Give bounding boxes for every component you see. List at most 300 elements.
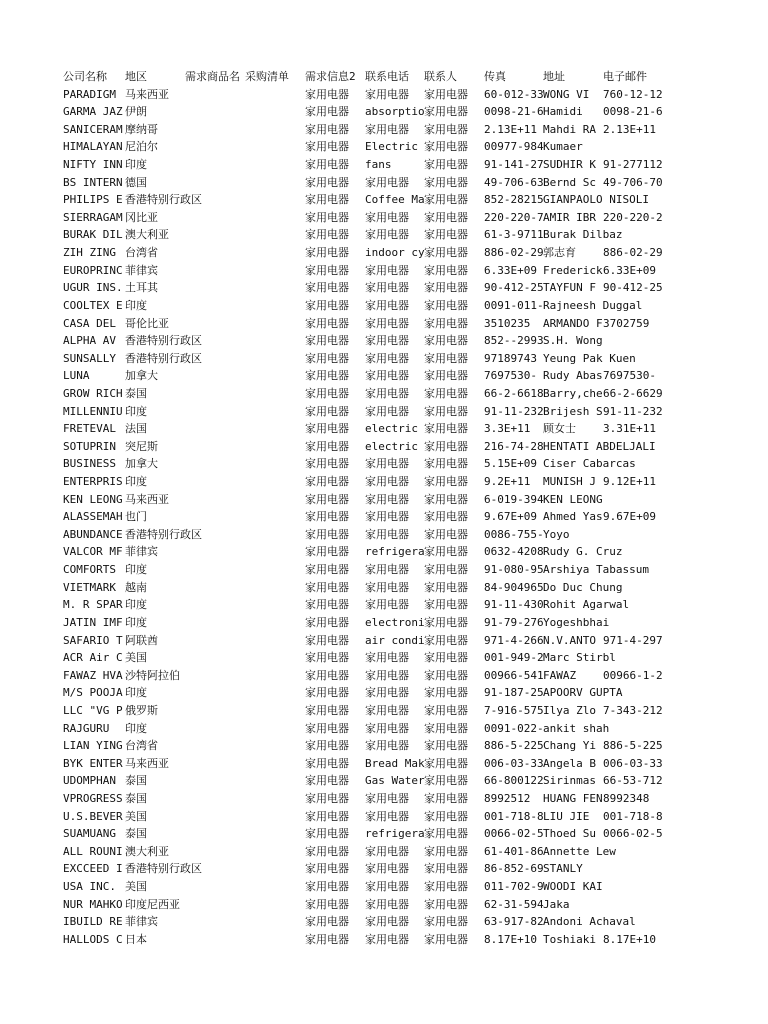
cell-address[interactable]: Arshiya Tabassum (543, 563, 649, 577)
cell-address[interactable]: Chang Yi (543, 739, 596, 753)
cell-address[interactable]: MUNISH J (543, 475, 596, 489)
cell-phone[interactable]: 家用电器 (365, 915, 409, 929)
cell-company[interactable]: HIMALAYAN (63, 140, 123, 154)
cell-company[interactable]: FRETEVAL (63, 422, 116, 436)
cell-company[interactable]: SIERRAGAM (63, 210, 123, 224)
cell-region[interactable]: 印度 (125, 298, 147, 312)
cell-fax[interactable]: 006-03-33 (484, 756, 544, 770)
cell-phone[interactable]: 家用电器 (365, 563, 409, 577)
cell-company[interactable]: SAFARIO T (63, 633, 123, 647)
cell-email[interactable]: 220-220-2 (603, 210, 663, 224)
cell-address[interactable]: GIANPAOLO NISOLI (543, 193, 649, 207)
cell-address[interactable]: Barry,che (543, 386, 603, 400)
cell-region[interactable]: 美国 (125, 651, 147, 665)
cell-fax[interactable]: 91-11-430 (484, 598, 544, 612)
header-email[interactable]: 电子邮件 (603, 70, 647, 83)
cell-demand-info[interactable]: 家用电器 (305, 263, 349, 277)
cell-company[interactable]: UDOMPHAN (63, 774, 116, 788)
cell-fax[interactable]: 0632-4208 (484, 545, 544, 559)
cell-company[interactable]: SOTUPRIN (63, 439, 116, 453)
cell-company[interactable]: NIFTY INN (63, 158, 123, 172)
cell-fax[interactable]: 66-2-6618 (484, 386, 544, 400)
cell-address[interactable]: Kumaer (543, 140, 583, 154)
cell-region[interactable]: 俄罗斯 (125, 703, 158, 717)
cell-demand-info[interactable]: 家用电器 (305, 246, 349, 260)
cell-company[interactable]: PARADIGM (63, 87, 116, 101)
cell-demand-info[interactable]: 家用电器 (305, 228, 349, 242)
cell-phone[interactable]: absorptio (365, 105, 425, 119)
cell-email[interactable]: 971-4-297 (603, 633, 663, 647)
cell-address[interactable]: HENTATI ABDELJALI (543, 439, 656, 453)
cell-demand-info[interactable]: 家用电器 (305, 844, 349, 858)
cell-email[interactable]: 0066-02-5 (603, 827, 663, 841)
cell-demand-info[interactable]: 家用电器 (305, 140, 349, 154)
cell-demand-info[interactable]: 家用电器 (305, 334, 349, 348)
cell-fax[interactable]: 216-74-28 (484, 439, 544, 453)
cell-phone[interactable]: air condi (365, 633, 425, 647)
cell-company[interactable]: HALLODS C (63, 932, 123, 946)
cell-fax[interactable]: 0091-022- (484, 721, 544, 735)
cell-phone[interactable]: 家用电器 (365, 703, 409, 717)
cell-address[interactable]: Yoyo (543, 527, 570, 541)
cell-demand-info[interactable]: 家用电器 (305, 87, 349, 101)
cell-region[interactable]: 菲律宾 (125, 545, 158, 559)
cell-fax[interactable]: 852--2993 (484, 334, 544, 348)
cell-phone[interactable]: 家用电器 (365, 457, 409, 471)
cell-demand-info[interactable]: 家用电器 (305, 686, 349, 700)
cell-contact[interactable]: 家用电器 (424, 880, 468, 894)
header-phone[interactable]: 联系电话 (365, 70, 409, 83)
cell-contact[interactable]: 家用电器 (424, 527, 468, 541)
header-product[interactable]: 需求商品名 (185, 70, 240, 83)
cell-demand-info[interactable]: 家用电器 (305, 404, 349, 418)
cell-region[interactable]: 美国 (125, 880, 147, 894)
cell-region[interactable]: 菲律宾 (125, 915, 158, 929)
cell-company[interactable]: EXCCEED I (63, 862, 123, 876)
cell-region[interactable]: 突尼斯 (125, 439, 158, 453)
cell-company[interactable]: UGUR INS. (63, 281, 123, 295)
cell-contact[interactable]: 家用电器 (424, 791, 468, 805)
cell-contact[interactable]: 家用电器 (424, 739, 468, 753)
cell-address[interactable]: Do Duc Chung (543, 580, 623, 594)
cell-company[interactable]: FAWAZ HVA (63, 668, 123, 682)
cell-fax[interactable]: 9.67E+09 (484, 510, 537, 524)
cell-company[interactable]: COOLTEX E (63, 298, 123, 312)
cell-fax[interactable]: 001-718-8 (484, 809, 544, 823)
cell-fax[interactable]: 011-702-9 (484, 880, 544, 894)
cell-phone[interactable]: 家用电器 (365, 210, 409, 224)
cell-contact[interactable]: 家用电器 (424, 158, 468, 172)
cell-company[interactable]: JATIN IMF (63, 615, 123, 629)
cell-company[interactable]: LUNA (63, 369, 90, 383)
cell-contact[interactable]: 家用电器 (424, 386, 468, 400)
cell-address[interactable]: Rudy G. Cruz (543, 545, 623, 559)
cell-fax[interactable]: 0086-755- (484, 527, 544, 541)
cell-address[interactable]: Annette Lew (543, 844, 616, 858)
cell-company[interactable]: ALASSEMAH (63, 510, 123, 524)
cell-email[interactable]: 90-412-25 (603, 281, 663, 295)
cell-company[interactable]: M. R SPAR (63, 598, 123, 612)
cell-contact[interactable]: 家用电器 (424, 721, 468, 735)
cell-demand-info[interactable]: 家用电器 (305, 827, 349, 841)
cell-email[interactable]: 2.13E+11 (603, 122, 656, 136)
cell-contact[interactable]: 家用电器 (424, 651, 468, 665)
cell-region[interactable]: 台湾省 (125, 739, 158, 753)
cell-contact[interactable]: 家用电器 (424, 862, 468, 876)
header-demand-info[interactable]: 需求信息2 (305, 70, 356, 83)
cell-region[interactable]: 加拿大 (125, 457, 158, 471)
cell-region[interactable]: 台湾省 (125, 246, 158, 260)
cell-contact[interactable]: 家用电器 (424, 756, 468, 770)
cell-fax[interactable]: 91-080-95 (484, 563, 544, 577)
cell-company[interactable]: SUAMUANG (63, 827, 116, 841)
cell-phone[interactable]: 家用电器 (365, 281, 409, 295)
cell-company[interactable]: VPROGRESS (63, 791, 123, 805)
cell-demand-info[interactable]: 家用电器 (305, 915, 349, 929)
cell-email[interactable]: 886-02-29 (603, 246, 663, 260)
cell-contact[interactable]: 家用电器 (424, 580, 468, 594)
cell-address[interactable]: Ilya Zlo (543, 703, 596, 717)
cell-phone[interactable]: 家用电器 (365, 880, 409, 894)
cell-phone[interactable]: Electric (365, 140, 418, 154)
cell-demand-info[interactable]: 家用电器 (305, 422, 349, 436)
cell-phone[interactable]: 家用电器 (365, 739, 409, 753)
cell-contact[interactable]: 家用电器 (424, 122, 468, 136)
cell-demand-info[interactable]: 家用电器 (305, 791, 349, 805)
cell-demand-info[interactable]: 家用电器 (305, 809, 349, 823)
cell-fax[interactable]: 6-019-394 (484, 492, 544, 506)
cell-email[interactable]: 9.67E+09 (603, 510, 656, 524)
cell-address[interactable]: Hamidi (543, 105, 583, 119)
cell-address[interactable]: AMIR IBR (543, 210, 596, 224)
cell-phone[interactable]: 家用电器 (365, 386, 409, 400)
cell-company[interactable]: NUR MAHKO (63, 897, 123, 911)
cell-demand-info[interactable]: 家用电器 (305, 862, 349, 876)
cell-contact[interactable]: 家用电器 (424, 563, 468, 577)
cell-region[interactable]: 法国 (125, 422, 147, 436)
cell-demand-info[interactable]: 家用电器 (305, 897, 349, 911)
cell-demand-info[interactable]: 家用电器 (305, 721, 349, 735)
cell-email[interactable]: 3.31E+11 (603, 422, 656, 436)
cell-email[interactable]: 3702759 (603, 316, 650, 330)
cell-address[interactable]: FAWAZ (543, 668, 577, 682)
cell-address[interactable]: Ahmed Yas (543, 510, 603, 524)
cell-address[interactable]: Frederick (543, 263, 603, 277)
cell-address[interactable]: LIU JIE (543, 809, 590, 823)
cell-fax[interactable]: 0091-011- (484, 298, 544, 312)
cell-region[interactable]: 阿联酋 (125, 633, 158, 647)
cell-demand-info[interactable]: 家用电器 (305, 651, 349, 665)
header-purchase-list[interactable]: 采购清单 (245, 70, 289, 83)
cell-phone[interactable]: electric (365, 439, 418, 453)
cell-demand-info[interactable]: 家用电器 (305, 492, 349, 506)
cell-contact[interactable]: 家用电器 (424, 87, 468, 101)
cell-address[interactable]: TAYFUN F (543, 281, 596, 295)
cell-address[interactable]: Sirinmas (543, 774, 596, 788)
cell-company[interactable]: BS INTERN (63, 175, 123, 189)
cell-company[interactable]: BURAK DIL (63, 228, 123, 242)
cell-address[interactable]: Thoed Su (543, 827, 596, 841)
cell-fax[interactable]: 60-012-33 (484, 87, 544, 101)
cell-phone[interactable]: refrigera (365, 545, 425, 559)
cell-region[interactable]: 土耳其 (125, 281, 158, 295)
cell-company[interactable]: M/S POOJA (63, 686, 123, 700)
cell-contact[interactable]: 家用电器 (424, 334, 468, 348)
cell-company[interactable]: ZIH ZING (63, 246, 116, 260)
cell-phone[interactable]: 家用电器 (365, 791, 409, 805)
cell-demand-info[interactable]: 家用电器 (305, 281, 349, 295)
cell-phone[interactable]: 家用电器 (365, 334, 409, 348)
cell-contact[interactable]: 家用电器 (424, 316, 468, 330)
cell-phone[interactable]: refrigera (365, 827, 425, 841)
cell-contact[interactable]: 家用电器 (424, 246, 468, 260)
cell-company[interactable]: VALCOR MF (63, 545, 123, 559)
cell-fax[interactable]: 0098-21-6 (484, 105, 544, 119)
cell-contact[interactable]: 家用电器 (424, 193, 468, 207)
cell-address[interactable]: Rudy Abas (543, 369, 603, 383)
cell-address[interactable]: 顾女士 (543, 422, 576, 436)
cell-email[interactable]: 66-2-6629 (603, 386, 663, 400)
cell-region[interactable]: 澳大利亚 (125, 228, 169, 242)
cell-address[interactable]: Rajneesh Duggal (543, 298, 643, 312)
cell-demand-info[interactable]: 家用电器 (305, 774, 349, 788)
cell-fax[interactable]: 886-5-225 (484, 739, 544, 753)
cell-region[interactable]: 泰国 (125, 774, 147, 788)
cell-email[interactable]: 8.17E+10 (603, 932, 656, 946)
header-address[interactable]: 地址 (543, 70, 565, 83)
cell-contact[interactable]: 家用电器 (424, 351, 468, 365)
cell-phone[interactable]: 家用电器 (365, 475, 409, 489)
cell-contact[interactable]: 家用电器 (424, 492, 468, 506)
cell-company[interactable]: ABUNDANCE (63, 527, 123, 541)
cell-address[interactable]: Andoni Achaval (543, 915, 636, 929)
cell-demand-info[interactable]: 家用电器 (305, 386, 349, 400)
cell-fax[interactable]: 90-412-25 (484, 281, 544, 295)
cell-contact[interactable]: 家用电器 (424, 633, 468, 647)
cell-email[interactable]: 7-343-212 (603, 703, 663, 717)
cell-phone[interactable]: 家用电器 (365, 721, 409, 735)
cell-fax[interactable]: 49-706-63 (484, 175, 544, 189)
cell-address[interactable]: Marc Stirbl (543, 651, 616, 665)
cell-fax[interactable]: 001-949-2 (484, 651, 544, 665)
cell-fax[interactable]: 62-31-594 (484, 897, 544, 911)
cell-fax[interactable]: 2.13E+11 (484, 122, 537, 136)
cell-demand-info[interactable]: 家用电器 (305, 175, 349, 189)
cell-fax[interactable]: 66-800122 (484, 774, 544, 788)
cell-region[interactable]: 印度 (125, 686, 147, 700)
cell-contact[interactable]: 家用电器 (424, 422, 468, 436)
cell-phone[interactable]: 家用电器 (365, 897, 409, 911)
cell-phone[interactable]: 家用电器 (365, 228, 409, 242)
cell-address[interactable]: ARMANDO F (543, 316, 603, 330)
cell-fax[interactable]: 852-28215 (484, 193, 544, 207)
cell-demand-info[interactable]: 家用电器 (305, 122, 349, 136)
cell-company[interactable]: IBUILD RE (63, 915, 123, 929)
cell-contact[interactable]: 家用电器 (424, 404, 468, 418)
cell-region[interactable]: 泰国 (125, 791, 147, 805)
cell-region[interactable]: 印度 (125, 615, 147, 629)
cell-region[interactable]: 摩纳哥 (125, 122, 158, 136)
cell-region[interactable]: 沙特阿拉伯 (125, 668, 180, 682)
cell-contact[interactable]: 家用电器 (424, 668, 468, 682)
cell-company[interactable]: SUNSALLY (63, 351, 116, 365)
cell-address[interactable]: Brijesh S (543, 404, 603, 418)
cell-demand-info[interactable]: 家用电器 (305, 369, 349, 383)
cell-region[interactable]: 印度 (125, 158, 147, 172)
cell-fax[interactable]: 91-79-276 (484, 615, 544, 629)
cell-phone[interactable]: electric (365, 422, 418, 436)
cell-address[interactable]: Mahdi RA (543, 122, 596, 136)
cell-email[interactable]: 760-12-12 (603, 87, 663, 101)
cell-company[interactable]: CASA DEL (63, 316, 116, 330)
cell-contact[interactable]: 家用电器 (424, 510, 468, 524)
cell-phone[interactable]: electroni (365, 615, 425, 629)
cell-phone[interactable]: 家用电器 (365, 351, 409, 365)
cell-contact[interactable]: 家用电器 (424, 475, 468, 489)
cell-contact[interactable]: 家用电器 (424, 369, 468, 383)
cell-company[interactable]: LIAN YING (63, 739, 123, 753)
cell-address[interactable]: KEN LEONG (543, 492, 603, 506)
cell-fax[interactable]: 61-3-9711 (484, 228, 544, 242)
cell-company[interactable]: ALPHA AV (63, 334, 116, 348)
cell-region[interactable]: 印度 (125, 475, 147, 489)
cell-address[interactable]: Yeung Pak Kuen (543, 351, 636, 365)
cell-demand-info[interactable]: 家用电器 (305, 598, 349, 612)
cell-region[interactable]: 泰国 (125, 386, 147, 400)
cell-address[interactable]: S.H. Wong (543, 334, 603, 348)
cell-address[interactable]: Angela B (543, 756, 596, 770)
header-contact[interactable]: 联系人 (424, 70, 457, 83)
cell-phone[interactable]: fans (365, 158, 392, 172)
cell-demand-info[interactable]: 家用电器 (305, 633, 349, 647)
cell-contact[interactable]: 家用电器 (424, 175, 468, 189)
cell-contact[interactable]: 家用电器 (424, 774, 468, 788)
cell-company[interactable]: BYK ENTER (63, 756, 123, 770)
cell-phone[interactable]: 家用电器 (365, 404, 409, 418)
cell-address[interactable]: Burak Dilbaz (543, 228, 623, 242)
cell-email[interactable]: 9.12E+11 (603, 475, 656, 489)
cell-email[interactable]: 886-5-225 (603, 739, 663, 753)
cell-company[interactable]: PHILIPS E (63, 193, 123, 207)
cell-address[interactable]: 郭志育 (543, 246, 576, 260)
cell-company[interactable]: VIETMARK (63, 580, 116, 594)
cell-fax[interactable]: 7-916-575 (484, 703, 544, 717)
cell-contact[interactable]: 家用电器 (424, 263, 468, 277)
cell-phone[interactable]: Gas Water (365, 774, 425, 788)
cell-region[interactable]: 印度 (125, 404, 147, 418)
cell-phone[interactable]: 家用电器 (365, 316, 409, 330)
cell-demand-info[interactable]: 家用电器 (305, 668, 349, 682)
cell-company[interactable]: GROW RICH (63, 386, 123, 400)
cell-region[interactable]: 香港特别行政区 (125, 193, 202, 207)
cell-contact[interactable]: 家用电器 (424, 827, 468, 841)
cell-phone[interactable]: 家用电器 (365, 686, 409, 700)
cell-phone[interactable]: indoor cy (365, 246, 425, 260)
cell-email[interactable]: 00966-1-2 (603, 668, 663, 682)
cell-company[interactable]: COMFORTS (63, 563, 116, 577)
cell-demand-info[interactable]: 家用电器 (305, 527, 349, 541)
cell-company[interactable]: EUROPRINC (63, 263, 123, 277)
cell-region[interactable]: 德国 (125, 175, 147, 189)
cell-address[interactable]: Jaka (543, 897, 570, 911)
cell-fax[interactable]: 84-904965 (484, 580, 544, 594)
cell-address[interactable]: SUDHIR K (543, 158, 596, 172)
cell-email[interactable]: 49-706-70 (603, 175, 663, 189)
cell-contact[interactable]: 家用电器 (424, 932, 468, 946)
cell-region[interactable]: 香港特别行政区 (125, 862, 202, 876)
header-company[interactable]: 公司名称 (63, 70, 107, 83)
cell-email[interactable]: 001-718-8 (603, 809, 663, 823)
cell-address[interactable]: Bernd Sc (543, 175, 596, 189)
cell-fax[interactable]: 6.33E+09 (484, 263, 537, 277)
cell-fax[interactable]: 220-220-7 (484, 210, 544, 224)
cell-address[interactable]: ankit shah (543, 721, 610, 735)
cell-region[interactable]: 印度 (125, 721, 147, 735)
cell-phone[interactable]: 家用电器 (365, 668, 409, 682)
cell-phone[interactable]: 家用电器 (365, 87, 409, 101)
cell-phone[interactable]: 家用电器 (365, 809, 409, 823)
cell-contact[interactable]: 家用电器 (424, 545, 468, 559)
cell-demand-info[interactable]: 家用电器 (305, 756, 349, 770)
cell-demand-info[interactable]: 家用电器 (305, 316, 349, 330)
cell-region[interactable]: 印度 (125, 598, 147, 612)
cell-fax[interactable]: 91-187-25 (484, 686, 544, 700)
cell-phone[interactable]: 家用电器 (365, 492, 409, 506)
cell-company[interactable]: LLC "VG P (63, 703, 123, 717)
cell-demand-info[interactable]: 家用电器 (305, 580, 349, 594)
cell-fax[interactable]: 63-917-82 (484, 915, 544, 929)
cell-demand-info[interactable]: 家用电器 (305, 439, 349, 453)
cell-company[interactable]: ENTERPRIS (63, 475, 123, 489)
cell-fax[interactable]: 8.17E+10 (484, 932, 537, 946)
cell-demand-info[interactable]: 家用电器 (305, 703, 349, 717)
cell-phone[interactable]: 家用电器 (365, 122, 409, 136)
cell-phone[interactable]: 家用电器 (365, 527, 409, 541)
cell-demand-info[interactable]: 家用电器 (305, 615, 349, 629)
cell-region[interactable]: 美国 (125, 809, 147, 823)
cell-company[interactable]: GARMA JAZ (63, 105, 123, 119)
cell-fax[interactable]: 886-02-29 (484, 246, 544, 260)
cell-address[interactable]: STANLY (543, 862, 583, 876)
cell-fax[interactable]: 00977-984 (484, 140, 544, 154)
cell-email[interactable]: 91-11-232 (603, 404, 663, 418)
cell-region[interactable]: 香港特别行政区 (125, 334, 202, 348)
cell-address[interactable]: WONG VI (543, 87, 590, 101)
cell-company[interactable]: USA INC. (63, 880, 116, 894)
cell-demand-info[interactable]: 家用电器 (305, 739, 349, 753)
cell-region[interactable]: 澳大利亚 (125, 844, 169, 858)
cell-phone[interactable]: 家用电器 (365, 580, 409, 594)
cell-address[interactable]: Yogeshbhai (543, 615, 610, 629)
cell-contact[interactable]: 家用电器 (424, 615, 468, 629)
cell-company[interactable]: KEN LEONG (63, 492, 123, 506)
cell-contact[interactable]: 家用电器 (424, 844, 468, 858)
cell-region[interactable]: 哥伦比亚 (125, 316, 169, 330)
cell-region[interactable]: 伊朗 (125, 105, 147, 119)
cell-phone[interactable]: 家用电器 (365, 263, 409, 277)
cell-email[interactable]: 91-277112 (603, 158, 663, 172)
cell-email[interactable]: 006-03-33 (603, 756, 663, 770)
cell-demand-info[interactable]: 家用电器 (305, 545, 349, 559)
cell-phone[interactable]: 家用电器 (365, 598, 409, 612)
cell-region[interactable]: 也门 (125, 510, 147, 524)
cell-demand-info[interactable]: 家用电器 (305, 932, 349, 946)
cell-fax[interactable]: 86-852-69 (484, 862, 544, 876)
cell-contact[interactable]: 家用电器 (424, 915, 468, 929)
cell-fax[interactable]: 61-401-86 (484, 844, 544, 858)
cell-demand-info[interactable]: 家用电器 (305, 158, 349, 172)
cell-fax[interactable]: 3510235 (484, 316, 531, 330)
